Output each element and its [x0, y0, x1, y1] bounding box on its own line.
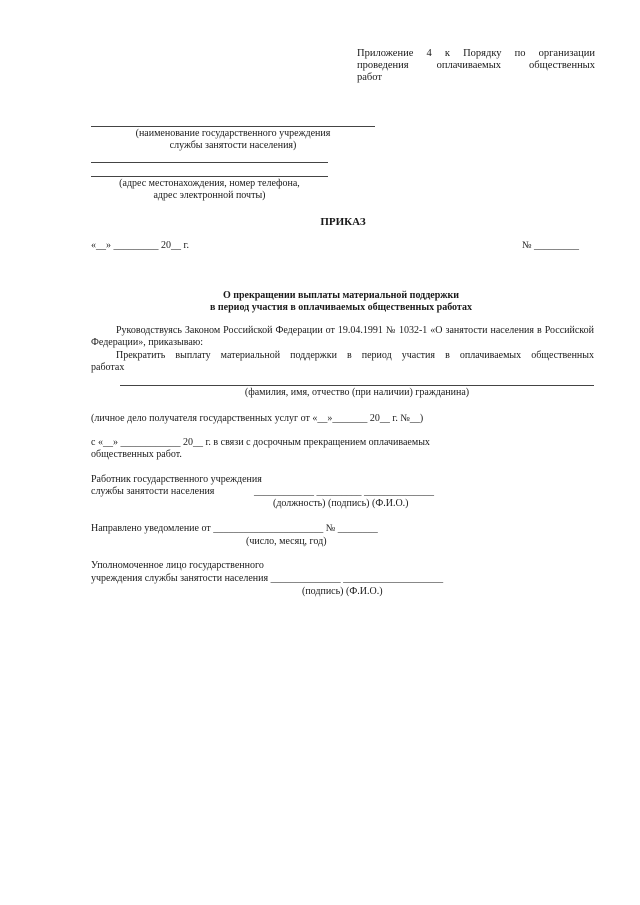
authorized-signature-caption: (подпись) (Ф.И.О.): [302, 586, 383, 597]
institution-name-caption-1: (наименование государственного учреждения: [135, 128, 331, 139]
appendix-line-2: проведения оплачиваемых общественных: [357, 60, 595, 71]
order-number-field[interactable]: № _________: [522, 240, 580, 251]
subject-line-2: в период участия в оплачиваемых общественных работах: [210, 302, 472, 313]
appendix-line-1: Приложение 4 к Порядку по организации: [357, 48, 595, 59]
notification-line[interactable]: Направлено уведомление от ______________________ № ________: [91, 523, 378, 534]
institution-name-blank[interactable]: [91, 126, 375, 127]
employee-signature-caption: (должность) (подпись) (Ф.И.О.): [273, 498, 409, 509]
employee-label-1: Работник государственного учреждения: [91, 474, 262, 485]
address-caption-2: адрес электронной почты): [153, 190, 266, 201]
subject-line-1: О прекращении выплаты материальной поддержки: [222, 290, 460, 301]
order-title: ПРИКАЗ: [320, 216, 366, 228]
appendix-reference: [357, 48, 595, 84]
legal-basis-paragraph: Руководствуясь Законом Российской Федерации от 19.04.1991 № 1032-1 «О занятости населения в Российской Федерации», приказываю:: [91, 325, 594, 348]
authorized-label-1: Уполномоченное лицо государственного: [91, 560, 264, 571]
citizen-fio-caption: (фамилия, имя, отчество (при наличии) гражданина): [244, 387, 470, 398]
termination-line-2: общественных работ.: [91, 449, 182, 460]
notification-caption: (число, месяц, год): [246, 536, 327, 547]
employee-signature-blanks[interactable]: ____________ _________ ______________: [254, 486, 434, 497]
appendix-line-3: работ: [357, 72, 382, 83]
termination-line-1[interactable]: с «__» ____________ 20__ г. в связи с досрочным прекращением оплачиваемых: [91, 437, 430, 448]
citizen-fio-blank[interactable]: [120, 385, 594, 386]
institution-name-caption-2: службы занятости населения): [169, 140, 297, 151]
terminate-line-1: Прекратить выплату материальной поддержки в период участия в оплачиваемых общественных: [116, 350, 594, 361]
order-date-field[interactable]: «__» _________ 20__ г.: [91, 240, 189, 251]
address-blank-2[interactable]: [91, 176, 328, 177]
authorized-label-2[interactable]: учреждения службы занятости населения ______________ ____________________: [91, 573, 444, 584]
case-file-line[interactable]: (личное дело получателя государственных услуг от «__»_______ 20__ г. №__): [91, 413, 424, 424]
address-caption-1: (адрес местонахождения, номер телефона,: [119, 178, 300, 189]
employee-label-2: службы занятости населения: [91, 486, 215, 497]
terminate-line-2: работах: [91, 362, 125, 373]
address-blank-1[interactable]: [91, 162, 328, 163]
